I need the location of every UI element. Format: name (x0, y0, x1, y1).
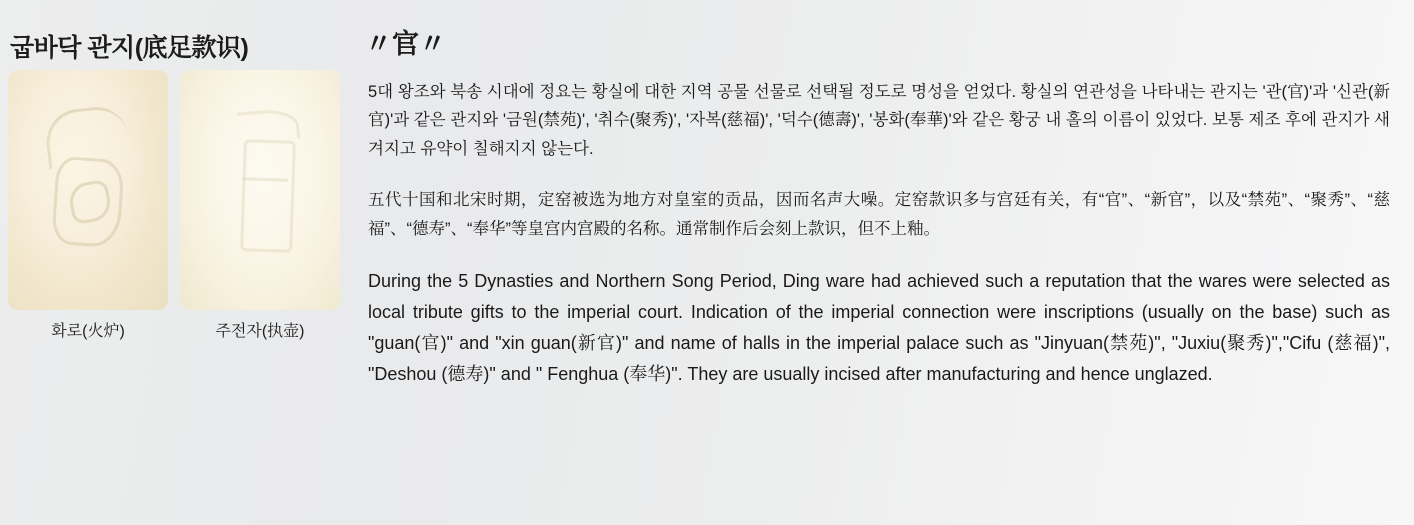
specimen-item (180, 70, 340, 341)
page-title: 굽바닥 관지(底足款识) (10, 34, 249, 62)
incised-mark-icon (240, 139, 296, 253)
specimen-row (8, 70, 340, 341)
description-panel (365, 0, 1395, 525)
incised-mark-icon (237, 107, 300, 143)
specimen-photo-censer (8, 70, 168, 310)
specimen-caption: 주전자(执壶) (215, 323, 305, 340)
specimen-photo-ewer (180, 70, 340, 310)
mark-title: 〃官〃 (365, 29, 446, 59)
paragraph-korean: 5대 왕조와 북송 시대에 정요는 황실에 대한 지역 공물 선물로 선택될 정도로 명성을 얻었다. 황실의 연관성을 나타내는 관지는 '관(官)'과 '신관(新官)'과 같은 관지와 '금원(禁苑)', '취수(聚秀)', '자복(慈福)', '덕수(德壽)', '봉화(奉華)'와 같은 황궁 내 홀의 이름이 있었다. 보통 제조 후에 관지가 새겨지고 유약이 칠해지지 않는다. (368, 83, 1390, 158)
specimen-panel (0, 0, 350, 525)
specimen-item (8, 70, 168, 341)
body-copy (368, 78, 1390, 390)
paragraph-chinese: 五代十国和北宋时期，定窑被选为地方对皇室的贡品，因而名声大噪。定窑款识多与宫廷有关，有“官”、“新官”，以及“禁苑”、“聚秀”、“慈福”、“德寿”、“奉华”等皇宫内宫殿的名称。通常制作后会刻上款识，但不上釉。 (368, 191, 1390, 238)
paragraph-english: During the 5 Dynasties and Northern Song Period, Ding ware had achieved such a reputation that the wares were selected as local tribute gifts to the imperial court. Indication of the imperial connection were inscriptions (usually on the base) such as "guan(官)" and "xin guan(新官)" and name of halls in the imperial palace such as "Jinyuan(禁苑)", "Juxiu(聚秀)","Cifu (慈福)", "Deshou (德寿)" and " Fenghua (奉华)". They are usually incised after manufacturing and hence unglazed. (368, 270, 1390, 385)
specimen-caption: 화로(火炉) (51, 323, 125, 340)
